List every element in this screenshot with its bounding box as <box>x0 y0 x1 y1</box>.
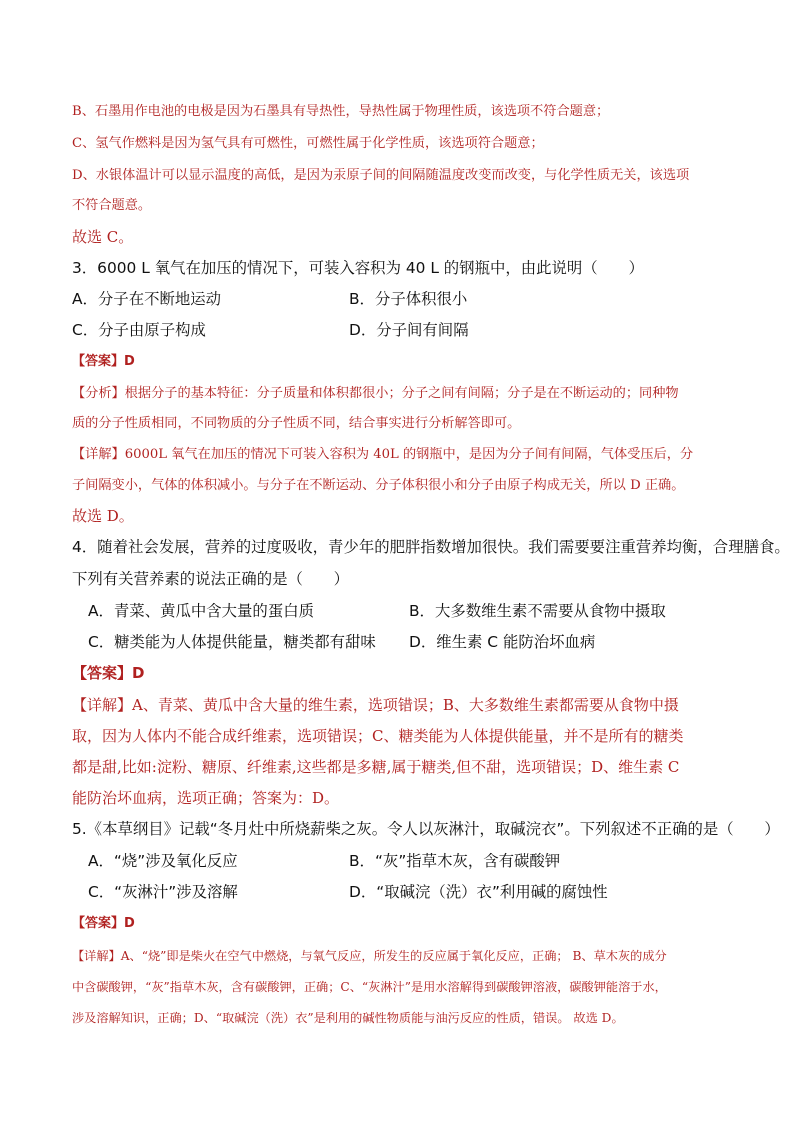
q3-option-d: D．分子间有间隔 <box>349 321 469 339</box>
q5-detail-line2: 中含碳酸钾，“灰”指草木灰，含有碳酸钾，正确；C、“灰淋汁”是用水溶解得到碳酸钾溶液，碳酸钾能溶于水， <box>72 980 667 994</box>
q4-answer: 【答案】D <box>72 664 145 682</box>
q3-stem: 3．6000 L 氧气在加压的情况下，可装入容积为 40 L 的钢瓶中，由此说明（ ） <box>72 259 644 277</box>
q5-detail-line3: 涉及溶解知识，正确；D、“取碱浣（洗）衣”是利用的碱性物质能与油污反应的性质，错误。 故选 D。 <box>72 1011 624 1025</box>
q4-detail-line3: 都是甜,比如:淀粉、糖原、纤维素,这些都是多糖,属于糖类,但不甜，选项错误；D、维生素 C <box>72 758 680 776</box>
q2-option-c-explanation: C、氢气作燃料是因为氢气具有可燃性，可燃性属于化学性质，该选项符合题意； <box>72 136 544 151</box>
q5-option-a: A．“烧”涉及氧化反应 <box>88 852 238 870</box>
q3-option-a: A．分子在不断地运动 <box>72 290 222 308</box>
q2-conclusion: 故选 C。 <box>72 228 134 246</box>
q3-analysis-line1: 【分析】根据分子的基本特征：分子质量和体积都很小；分子之间有间隔；分子是在不断运动的；同种物 <box>72 386 679 401</box>
q4-detail-line2: 取，因为人体内不能合成纤维素，选项错误；C、糖类能为人体提供能量，并不是所有的糖类 <box>72 727 684 745</box>
q2-option-d-explanation-line2: 不符合题意。 <box>72 198 152 213</box>
q5-stem: 5.《本草纲目》记载“冬月灶中所烧薪柴之灰。令人以灰淋汁，取碱浣衣”。下列叙述不正确的是（ ） <box>72 820 780 838</box>
q3-option-b: B．分子体积很小 <box>349 290 468 308</box>
q2-option-b-explanation: B、石墨用作电池的电极是因为石墨具有导热性，导热性属于物理性质，该选项不符合题意； <box>72 104 610 119</box>
q3-detail-line1: 【详解】6000L 氧气在加压的情况下可装入容积为 40L 的钢瓶中，是因为分子间有间隔，气体受压后，分 <box>72 447 694 462</box>
q4-option-d: D．维生素 C 能防治坏血病 <box>409 633 596 651</box>
q2-option-d-explanation-line1: D、水银体温计可以显示温度的高低，是因为汞原子间的间隔随温度改变而改变，与化学性质无关，该选项 <box>72 168 690 183</box>
q3-option-c: C．分子由原子构成 <box>72 321 206 339</box>
q4-stem-line2: 下列有关营养素的说法正确的是（ ） <box>72 570 350 588</box>
q5-answer: 【答案】D <box>72 916 135 931</box>
q3-answer: 【答案】D <box>72 354 135 369</box>
q4-option-c: C．糖类能为人体提供能量，糖类都有甜味 <box>88 633 376 651</box>
q5-option-d: D．“取碱浣（洗）衣”利用碱的腐蚀性 <box>349 883 608 901</box>
q4-detail-line4: 能防治坏血病，选项正确；答案为：D。 <box>72 789 340 807</box>
q3-detail-line3: 故选 D。 <box>72 507 134 525</box>
q3-analysis-line2: 质的分子性质相同，不同物质的分子性质不同，结合事实进行分析解答即可。 <box>72 416 521 431</box>
q5-option-c: C．“灰淋汁”涉及溶解 <box>88 883 238 901</box>
q4-option-b: B．大多数维生素不需要从食物中摄取 <box>409 602 666 620</box>
q4-stem-line1: 4．随着社会发展，营养的过度吸收，青少年的肥胖指数增加很快。我们需要要注重营养均衡，合理膳食。 <box>72 538 790 556</box>
q4-option-a: A．青菜、黄瓜中含大量的蛋白质 <box>88 602 314 620</box>
q4-detail-line1: 【详解】A、青菜、黄瓜中含大量的维生素，选项错误；B、大多数维生素都需要从食物中摄 <box>72 696 679 714</box>
q3-detail-line2: 子间隔变小，气体的体积减小。与分子在不断运动、分子体积很小和分子由原子构成无关，所以 D 正确。 <box>72 478 685 493</box>
q5-option-b: B．“灰”指草木灰，含有碳酸钾 <box>349 852 561 870</box>
q5-detail-line1: 【详解】A、“烧”即是柴火在空气中燃烧，与氧气反应，所发生的反应属于氧化反应，正确； B、草木灰的成分 <box>72 949 667 963</box>
